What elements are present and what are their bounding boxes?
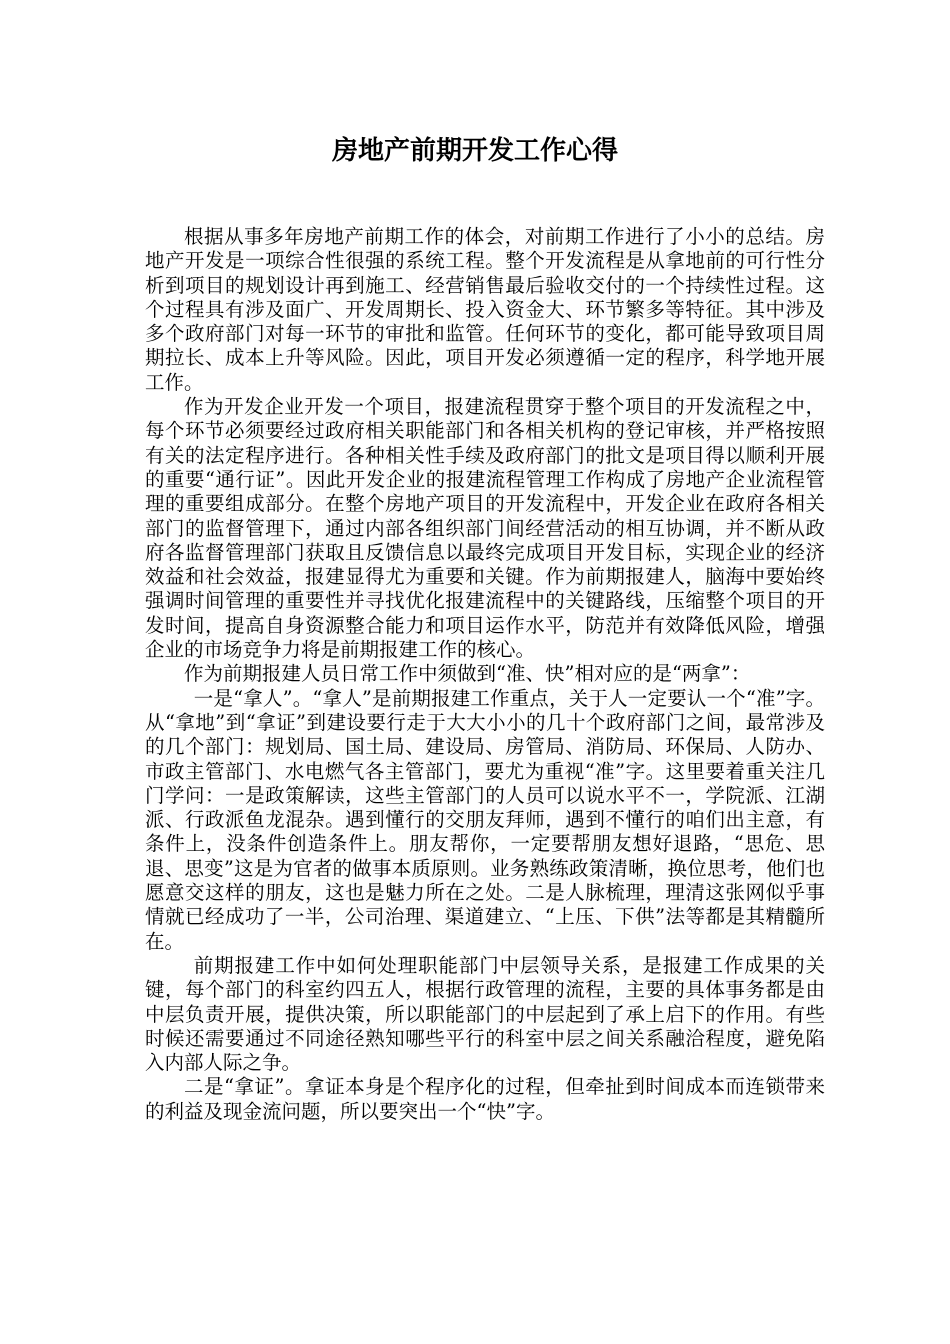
paragraph-process: 作为开发企业开发一个项目，报建流程贯穿于整个项目的开发流程之中，每个环节必须要经过政府相关职能部门和各相关机构的登记审核，并严格按照有关的法定程序进行。各种相关性手续及政府部门的批文是项目得以顺利开展的重要“通行证”。因此开发企业的报建流程管理工作构成了房地产企业流程管理的重要组成部分。在整个房地产项目的开发流程中，开发企业在政府各相关部门的监督管理下，通过内部各组织部门间经营活动的相互协调，并不断从政府各监督管理部门获取且反馈信息以最终完成项目开发目标，实现企业的经济效益和社会效益，报建显得尤为重要和关键。作为前期报建人，脑海中要始终强调时间管理的重要性并寻找优化报建流程中的关键路线，压缩整个项目的开发时间，提高自身资源整合能力和项目运作水平，防范并有效降低风险，增强企业的市场竞争力将是前期报建工作的核心。 — [145, 395, 825, 662]
paragraph-take-certificate: 二是“拿证”。拿证本身是个程序化的过程，但牵扯到时间成本而连锁带来的利益及现金流问题，所以要突出一个“快”字。 — [145, 1075, 825, 1123]
document-body — [145, 225, 825, 1124]
document-title: 房地产前期开发工作心得 — [331, 136, 618, 166]
paragraph-intro: 根据从事多年房地产前期工作的体会，对前期工作进行了小小的总结。房地产开发是一项综合性很强的系统工程。整个开发流程是从拿地前的可行性分析到项目的规划设计再到施工、经营销售最后验收交付的一个持续性过程。这个过程具有涉及面广、开发周期长、投入资金大、环节繁多等特征。其中涉及多个政府部门对每一环节的审批和监管。任何环节的变化，都可能导致项目周期拉长、成本上升等风险。因此，项目开发必须遵循一定的程序，科学地开展工作。 — [145, 225, 825, 394]
paragraph-two-take: 作为前期报建人员日常工作中须做到“准、快”相对应的是“两拿”： — [184, 662, 751, 686]
paragraph-middle-managers: 前期报建工作中如何处理职能部门中层领导关系，是报建工作成果的关键，每个部门的科室约四五人，根据行政管理的流程，主要的具体事务都是由中层负责开展，提供决策，所以职能部门的中层起到了承上启下的作用。有些时候还需要通过不同途径熟知哪些平行的科室中层之间关系融洽程度，避免陷入内部人际之争。 — [145, 953, 825, 1075]
paragraph-take-people: 一是“拿人”。“拿人”是前期报建工作重点，关于人一定要认一个“准”字。从“拿地”到“拿证”到建设要行走于大大小小的几十个政府部门之间，最常涉及的几个部门：规划局、国土局、建设局、房管局、消防局、环保局、人防办、市政主管部门、水电燃气各主管部门，要尤为重视“准”字。这里要着重关注几门学问：一是政策解读，这些主管部门的人员可以说水平不一，学院派、江湖派、行政派鱼龙混杂。遇到懂行的交朋友拜师，遇到不懂行的咱们出主意，有条件上，没条件创造条件上。朋友帮你，一定要帮朋友想好退路，“思危、思退、思变”这是为官者的做事本质原则。业务熟练政策清晰，换位思考，他们也愿意交这样的朋友，这也是魅力所在之处。二是人脉梳理，理清这张网似乎事情就已经成功了一半，公司治理、渠道建立、“上压、下供”法等都是其精髓所在。 — [145, 686, 825, 953]
